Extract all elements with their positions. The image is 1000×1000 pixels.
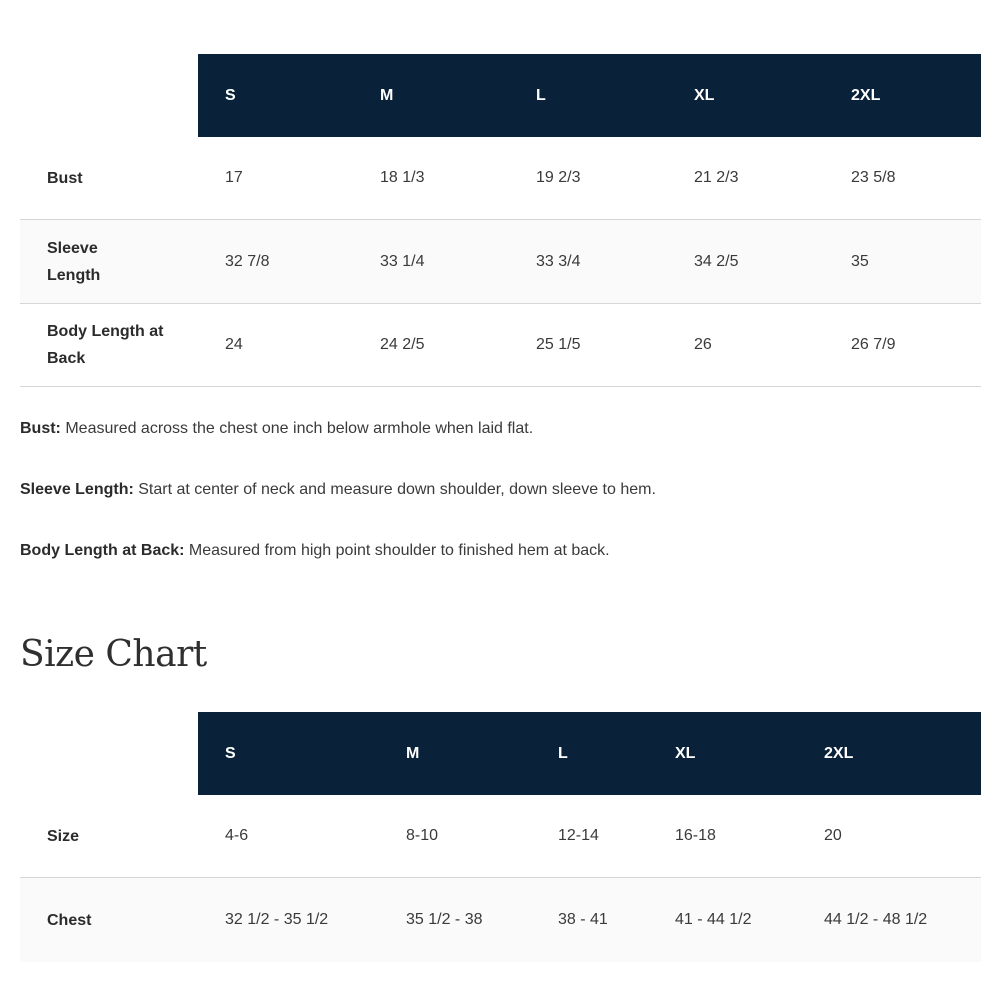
table-cell: 32 1/2 - 35 1/2 (198, 878, 379, 963)
header-size-xl: XL (667, 54, 824, 137)
measurements-table (20, 54, 981, 387)
header-size-l: L (509, 54, 667, 137)
header-size-s: S (198, 54, 353, 137)
table-cell: 44 1/2 - 48 1/2 (797, 878, 981, 963)
header-corner-cell (20, 54, 198, 137)
header-size-l: L (531, 712, 648, 795)
table-cell: 25 1/5 (509, 304, 667, 387)
note-term: Bust: (20, 420, 61, 437)
table-cell: 35 (824, 220, 981, 304)
size-chart-table (20, 712, 981, 962)
table-cell: 32 7/8 (198, 220, 353, 304)
note-text: Measured from high point shoulder to finished hem at back. (184, 542, 610, 559)
row-label: Sleeve Length (20, 220, 198, 304)
note-body-length (20, 540, 980, 601)
row-label: Bust (47, 169, 83, 187)
header-size-xl: XL (648, 712, 797, 795)
table-cell: 41 - 44 1/2 (648, 878, 797, 963)
table-cell: 35 1/2 - 38 (379, 878, 531, 963)
measurements-header-row (20, 54, 981, 137)
table-cell: 18 1/3 (380, 169, 425, 186)
table-cell: 19 2/3 (536, 169, 581, 186)
note-term: Body Length at Back: (20, 542, 185, 559)
table-cell: 20 (824, 827, 842, 844)
row-label: Chest (20, 878, 198, 963)
note-text: Measured across the chest one inch below armhole when laid flat. (60, 420, 534, 437)
table-cell: 12-14 (558, 827, 599, 844)
table-cell: 8-10 (406, 827, 439, 844)
table-row-sleeve-length (20, 220, 981, 304)
row-label: Size (47, 827, 80, 845)
note-text: Start at center of neck and measure down shoulder, down sleeve to hem. (133, 481, 656, 498)
table-cell: 21 2/3 (694, 169, 739, 186)
table-cell: 24 2/5 (353, 304, 509, 387)
table-cell: 26 (667, 304, 824, 387)
table-cell: 33 3/4 (509, 220, 667, 304)
table-cell: 24 (198, 304, 353, 387)
table-cell: 16-18 (675, 827, 716, 844)
table-cell: 38 - 41 (531, 878, 648, 963)
measurement-notes (20, 418, 980, 601)
row-label: Body Length at Back (20, 304, 198, 387)
header-size-m: M (353, 54, 509, 137)
table-cell: 17 (225, 169, 243, 186)
size-chart-title: Size Chart (20, 634, 207, 675)
header-size-m: M (379, 712, 531, 795)
table-cell: 33 1/4 (353, 220, 509, 304)
table-cell: 26 7/9 (824, 304, 981, 387)
table-row-bust (20, 137, 981, 220)
table-cell: 23 5/8 (851, 169, 896, 186)
note-bust (20, 418, 980, 479)
table-row-size (20, 795, 981, 878)
header-size-2xl: 2XL (824, 54, 981, 137)
header-size-2xl: 2XL (797, 712, 981, 795)
header-corner-cell (20, 712, 198, 795)
table-row-body-length (20, 304, 981, 387)
table-cell: 34 2/5 (667, 220, 824, 304)
note-term: Sleeve Length: (20, 481, 134, 498)
size-chart-header-row (20, 712, 981, 795)
note-sleeve-length (20, 479, 980, 540)
header-size-s: S (198, 712, 379, 795)
table-cell: 4-6 (225, 827, 249, 844)
table-row-chest (20, 878, 981, 963)
